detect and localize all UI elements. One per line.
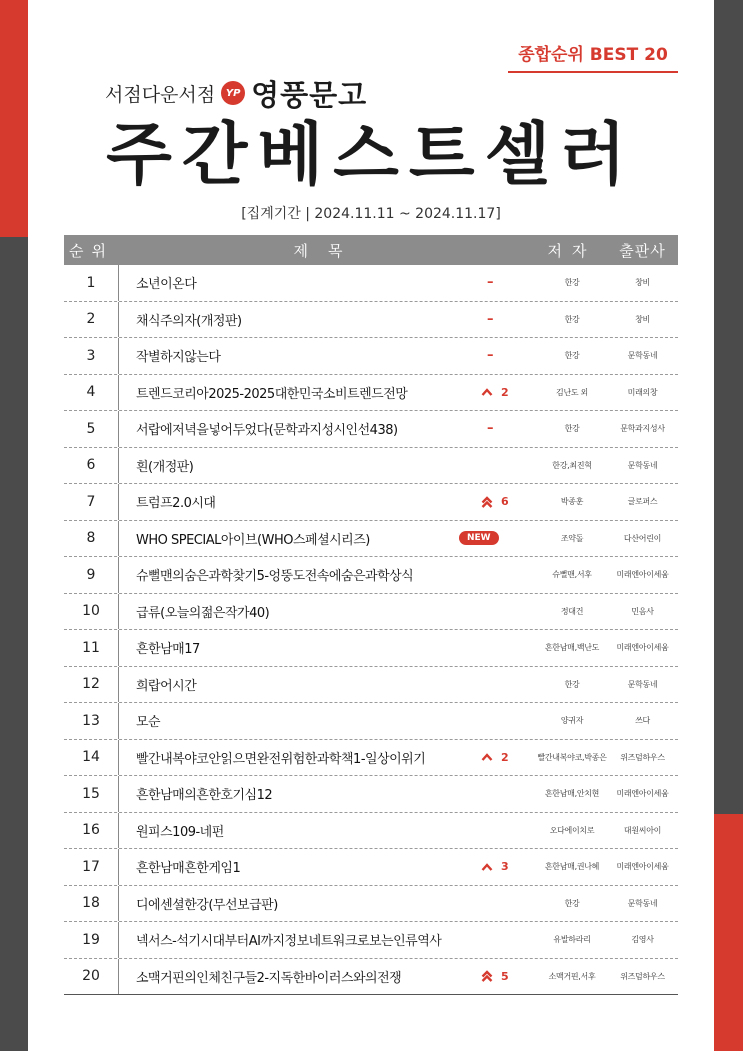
- row-title: 넥서스-석기시대부터AI까지정보네트워크로보는인류역사: [136, 934, 442, 950]
- row-author: 한강: [564, 679, 580, 689]
- row-publisher: 위즈덤하우스: [620, 971, 665, 981]
- row-publisher: 문학동네: [627, 351, 658, 361]
- row-title: 채식주의자(개정판): [136, 313, 242, 329]
- row-rank: 18: [64, 886, 119, 922]
- row-author: 양귀자: [560, 716, 584, 726]
- dash-icon: –: [487, 275, 494, 291]
- row-rank: 5: [64, 411, 119, 447]
- row-author: 오다에이치로: [549, 825, 595, 835]
- row-publisher: 미래엔아이세움: [616, 789, 669, 799]
- row-author: 한강: [564, 424, 580, 434]
- row-author: 정대건: [560, 606, 584, 616]
- header-rank: 순위: [69, 241, 114, 260]
- row-rank: 7: [64, 484, 119, 520]
- table-row: [64, 776, 678, 813]
- row-change: [479, 751, 537, 764]
- row-author: 소맥거핀,서후: [548, 971, 596, 981]
- row-rank: 6: [64, 448, 119, 484]
- table-row: [64, 557, 678, 594]
- bestseller-table: [64, 235, 678, 995]
- table-row: [64, 703, 678, 740]
- table-body: [64, 265, 678, 995]
- row-title: 작별하지않는다: [136, 350, 221, 366]
- period-label: [집계기간 | 2024.11.11 ~ 2024.11.17]: [241, 206, 501, 222]
- change-value: 2: [501, 385, 509, 399]
- row-publisher: 미래엔아이세움: [616, 643, 669, 653]
- brand-logo: YP: [221, 81, 245, 105]
- row-rank: 4: [64, 375, 119, 411]
- right-gray-bar: [714, 0, 743, 814]
- dash-icon: –: [487, 311, 494, 327]
- table-row: [64, 411, 678, 448]
- header-publisher: 출판사: [619, 241, 666, 260]
- table-row: [64, 667, 678, 704]
- table-row: [64, 594, 678, 631]
- row-rank: 12: [64, 667, 119, 703]
- row-title: 희랍어시간: [136, 678, 197, 694]
- best20-badge: 종합순위 BEST 20: [508, 40, 678, 73]
- row-rank: 11: [64, 630, 119, 666]
- row-rank: 17: [64, 849, 119, 885]
- left-red-bar: [0, 0, 28, 237]
- dash-icon: –: [487, 348, 494, 364]
- row-change: [479, 495, 537, 508]
- row-change: [479, 421, 537, 436]
- table-row: [64, 849, 678, 886]
- row-author: 빨간내복야코,박종은: [537, 752, 607, 762]
- row-publisher: 미래의창: [627, 387, 658, 397]
- row-publisher: 쓰다: [635, 716, 650, 726]
- page-title: 주간베스트셀러: [106, 116, 636, 195]
- row-title: WHO SPECIAL아이브(WHO스페셜시리즈): [136, 532, 370, 548]
- row-title: 소맥거핀의인체친구들2-지독한바이러스와의전쟁: [136, 970, 402, 986]
- table-row: [64, 484, 678, 521]
- row-change: [479, 312, 537, 327]
- table-row: [64, 302, 678, 339]
- row-publisher: 위즈덤하우스: [620, 752, 665, 762]
- row-rank: 13: [64, 703, 119, 739]
- row-publisher: 문학과지성사: [620, 424, 665, 434]
- row-rank: 8: [64, 521, 119, 557]
- row-title: 흰(개정판): [136, 459, 194, 475]
- row-publisher: 미래엔아이세움: [616, 570, 669, 580]
- change-value: 2: [501, 750, 509, 764]
- chevron-up-icon: [481, 751, 493, 763]
- row-title: 원피스109-네펀: [136, 824, 224, 840]
- brand-name: 영풍문고: [251, 77, 368, 112]
- table-row: [64, 521, 678, 558]
- double-chevron-up-icon: [481, 970, 493, 982]
- row-title: 급류(오늘의젊은작가40): [136, 605, 270, 621]
- row-title: 슈뻘맨의숨은과학찾기5-엉뚱도전속에숨은과학상식: [136, 569, 414, 585]
- row-rank: 20: [64, 959, 119, 995]
- row-rank: 19: [64, 922, 119, 958]
- row-title: 흔한남매흔한게임1: [136, 861, 241, 877]
- row-rank: 16: [64, 813, 119, 849]
- row-rank: 10: [64, 594, 119, 630]
- change-value: 6: [501, 495, 509, 509]
- table-row: [64, 448, 678, 485]
- table-row: [64, 922, 678, 959]
- row-publisher: 문학동네: [627, 898, 658, 908]
- row-change: [467, 531, 537, 545]
- row-author: 한강: [564, 314, 580, 324]
- change-value: 5: [501, 969, 509, 983]
- header-title: 제목: [293, 241, 363, 260]
- row-title: 흔한남매17: [136, 642, 200, 658]
- row-author: 흔한남매,안치현: [544, 789, 600, 799]
- chevron-up-icon: [481, 386, 493, 398]
- row-publisher: 다산어린이: [623, 533, 662, 543]
- table-row: [64, 813, 678, 850]
- chevron-up-icon: [481, 861, 493, 873]
- row-title: 디에센셜한강(무선보급판): [136, 897, 278, 913]
- row-publisher: 문학동네: [627, 460, 658, 470]
- right-red-bar: [714, 814, 743, 1051]
- table-row: [64, 265, 678, 302]
- row-author: 박종훈: [560, 497, 584, 507]
- table-row: [64, 375, 678, 412]
- row-author: 흔한남매,권나혜: [544, 862, 600, 872]
- row-author: 한강,최진혁: [552, 460, 592, 470]
- row-author: 슈뻘맨,서후: [552, 570, 592, 580]
- row-author: 흔한남매,백난도: [544, 643, 600, 653]
- table-row: [64, 886, 678, 923]
- row-rank: 15: [64, 776, 119, 812]
- row-publisher: 민음사: [631, 606, 654, 616]
- dash-icon: –: [487, 421, 494, 437]
- row-title: 빨간내복야코안읽으면완전위험한과학책1-일상이위기: [136, 751, 426, 767]
- row-rank: 14: [64, 740, 119, 776]
- row-publisher: 문학동네: [627, 679, 658, 689]
- row-publisher: 대원씨아이: [623, 825, 662, 835]
- table-row: [64, 630, 678, 667]
- brand: [105, 76, 367, 110]
- left-gray-bar: [0, 237, 28, 1051]
- row-title: 트렌드코리아2025-2025대한민국소비트렌드전망: [136, 386, 408, 402]
- brand-tagline: 서점다운서점: [105, 83, 216, 106]
- double-chevron-up-icon: [481, 496, 493, 508]
- row-author: 유발하라리: [553, 935, 591, 945]
- row-author: 한강: [564, 898, 580, 908]
- row-change: [479, 275, 537, 290]
- row-author: 김난도 외: [556, 387, 588, 397]
- row-author: 한강: [564, 278, 580, 288]
- row-title: 모순: [136, 715, 161, 731]
- new-badge: NEW: [459, 531, 499, 545]
- row-publisher: 미래엔아이세움: [616, 862, 669, 872]
- row-publisher: 창비: [635, 314, 650, 324]
- table-row: [64, 740, 678, 777]
- row-publisher: 김영사: [631, 935, 654, 945]
- row-title: 서랍에저녁을넣어두었다(문학과지성시인선438): [136, 423, 398, 439]
- row-change: [479, 970, 537, 983]
- row-change: [479, 860, 537, 873]
- row-rank: 3: [64, 338, 119, 374]
- row-publisher: 창비: [635, 278, 650, 288]
- row-author: 한강: [564, 351, 580, 361]
- row-title: 흔한남매의흔한호기심12: [136, 788, 273, 804]
- change-value: 3: [501, 860, 509, 874]
- row-change: [479, 386, 537, 399]
- row-change: [479, 348, 537, 363]
- row-title: 트럼프2.0시대: [136, 496, 216, 512]
- row-rank: 9: [64, 557, 119, 593]
- row-rank: 2: [64, 302, 119, 338]
- row-rank: 1: [64, 265, 119, 301]
- table-row: [64, 959, 678, 996]
- header-author: 저자: [547, 241, 597, 260]
- table-header: [64, 235, 678, 265]
- row-author: 조약돌: [560, 533, 584, 543]
- table-row: [64, 338, 678, 375]
- row-publisher: 글로퍼스: [627, 497, 658, 507]
- row-title: 소년이온다: [136, 277, 197, 293]
